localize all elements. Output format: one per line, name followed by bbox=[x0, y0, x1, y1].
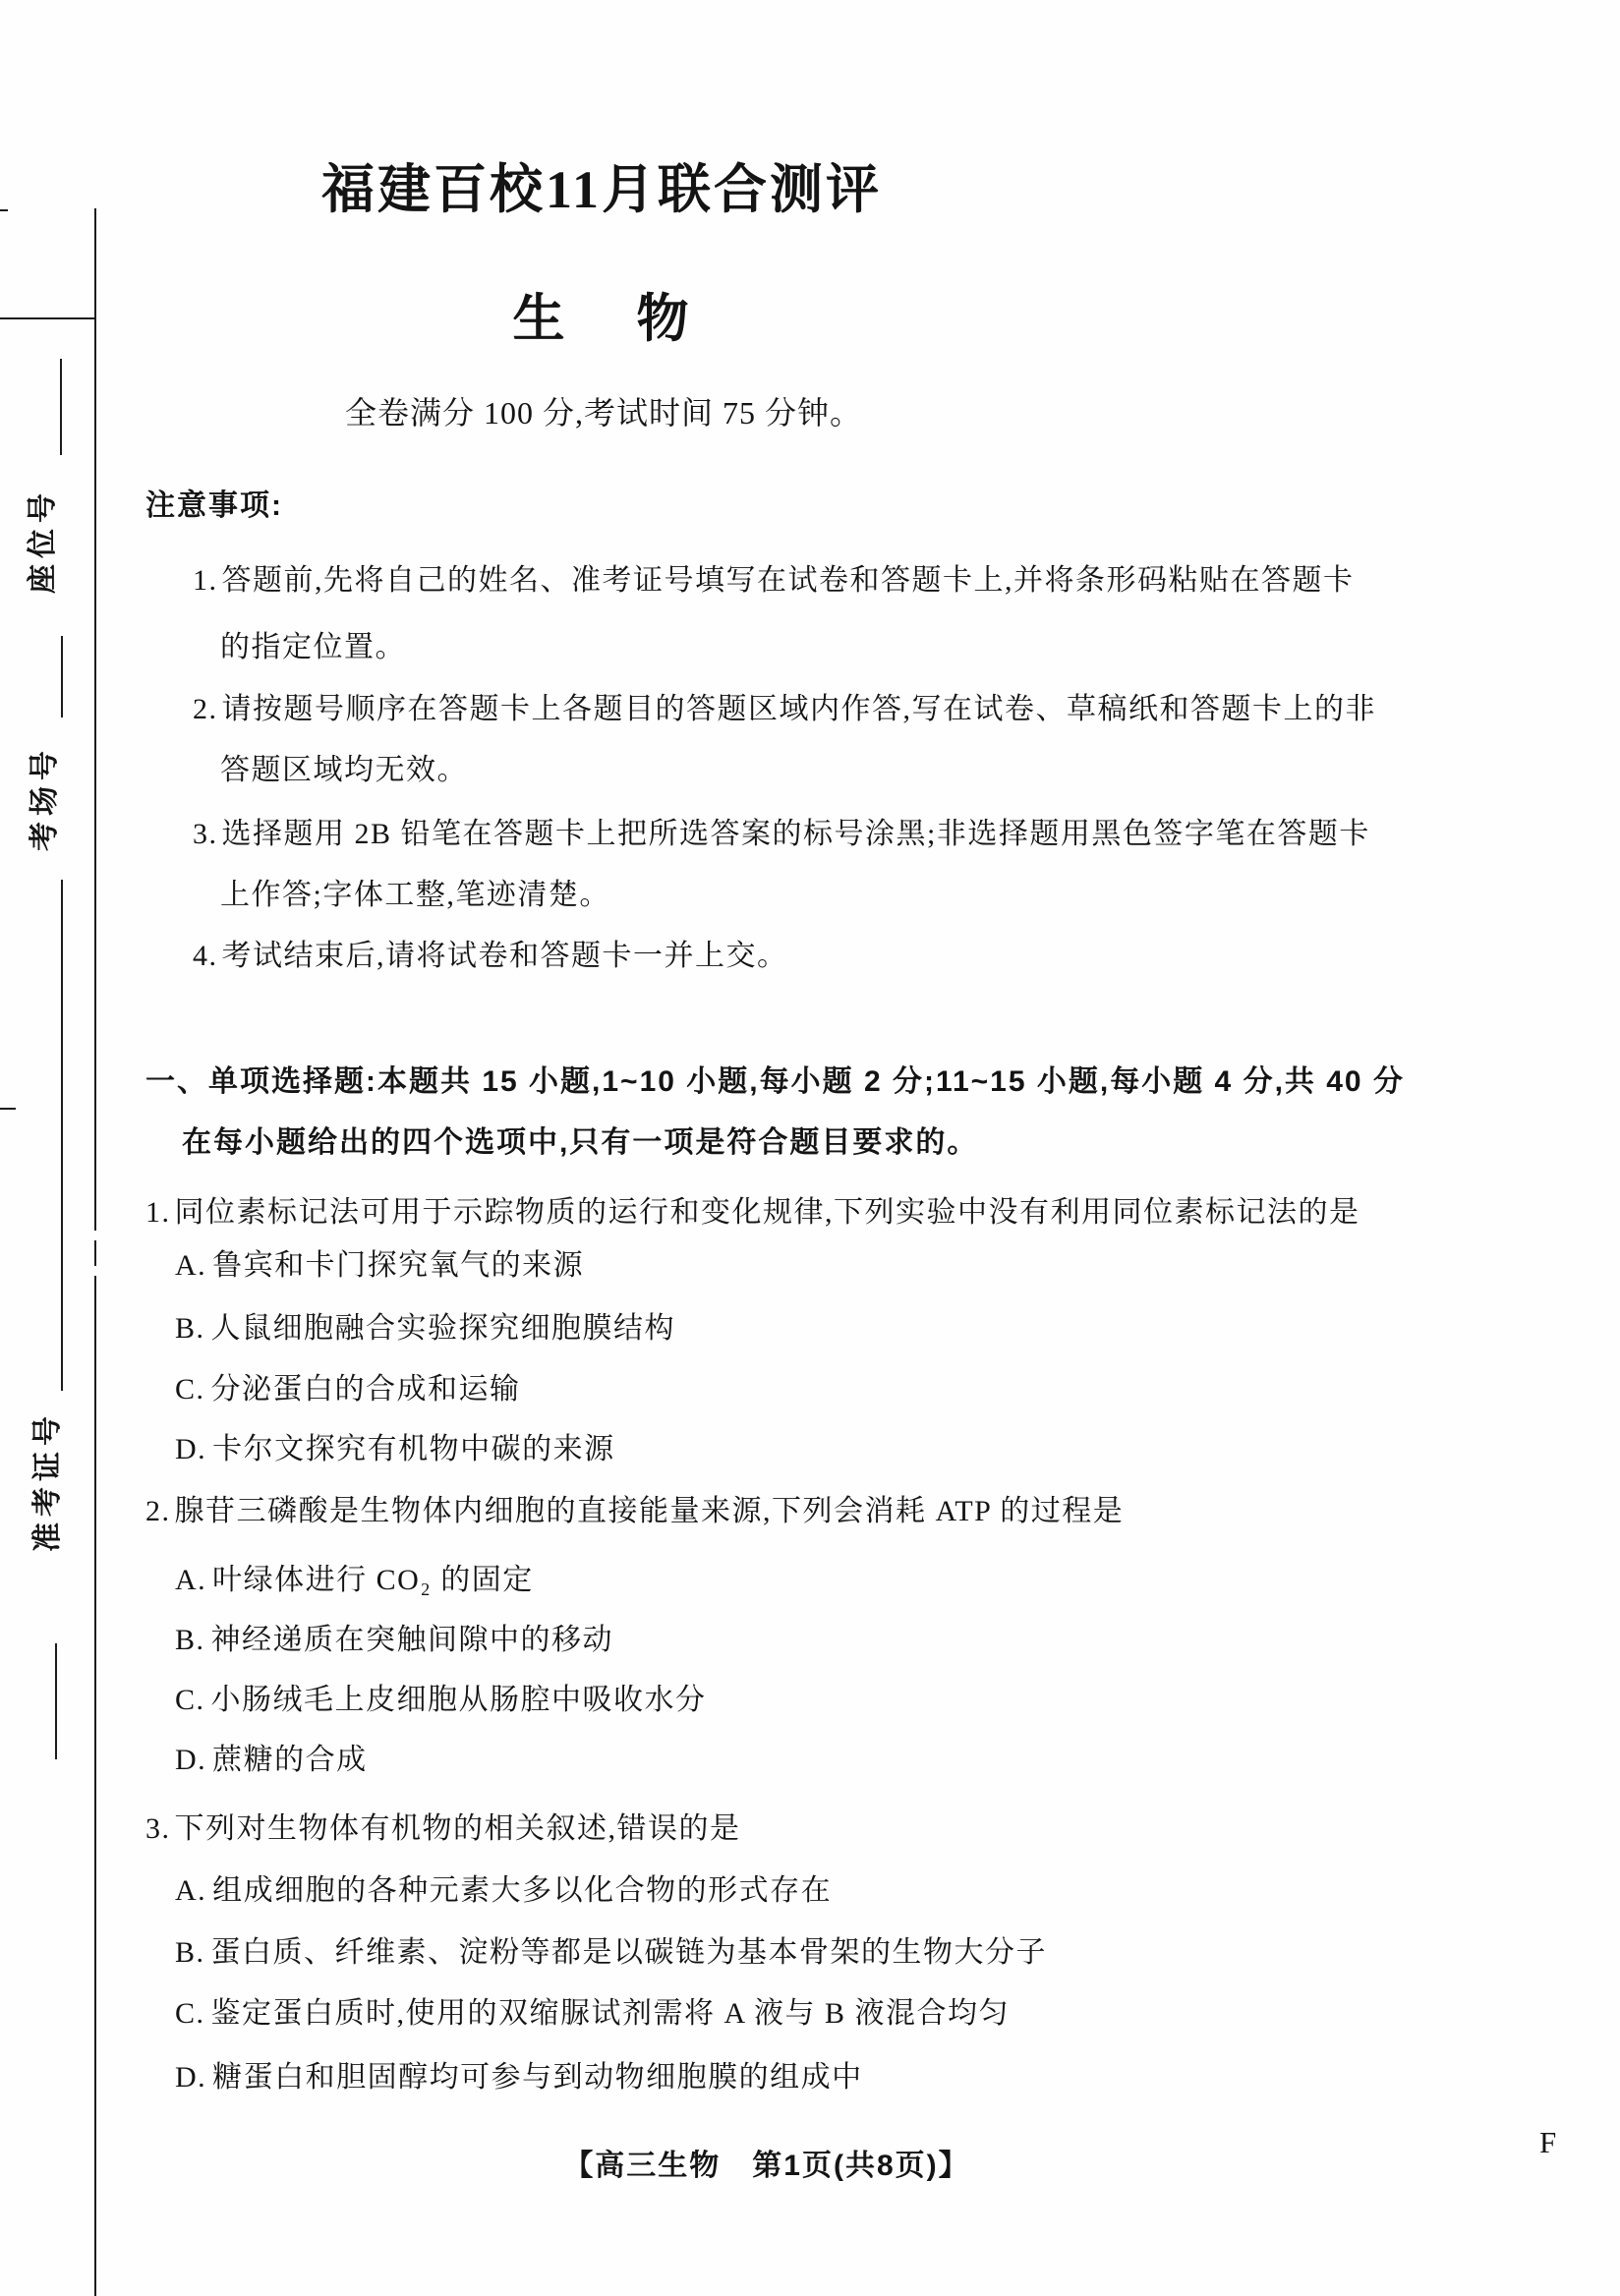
exam-title: 福建百校11月联合测评 bbox=[320, 160, 883, 219]
question-1-option-b bbox=[175, 1311, 675, 1347]
seat-number-label: 座位号 bbox=[27, 488, 59, 594]
option-label: A. bbox=[175, 1874, 207, 1907]
question-2-option-b bbox=[175, 1623, 613, 1658]
option-label: C. bbox=[175, 1997, 205, 2030]
option-text: 叶绿体进行 CO₂ 的固定 bbox=[212, 1564, 534, 1596]
sidebar-mid-tick bbox=[0, 1108, 16, 1110]
note-number: 2. bbox=[193, 693, 218, 725]
section-one-heading-line-1: 一、单项选择题:本题共 15 小题,1~10 小题,每小题 2 分;11~15 小题,每小题 4 分,共 40 分 bbox=[145, 1065, 1405, 1098]
option-label: D. bbox=[175, 1744, 207, 1776]
option-label: C. bbox=[175, 1684, 205, 1716]
admission-ticket-label: 准考证号 bbox=[31, 1410, 64, 1552]
question-3-stem bbox=[145, 1811, 741, 1847]
note-item-1-line-2: 的指定位置。 bbox=[220, 631, 406, 663]
option-label: B. bbox=[175, 1624, 205, 1656]
question-1-option-a bbox=[175, 1248, 584, 1284]
question-text: 腺苷三磷酸是生物体内细胞的直接能量来源,下列会消耗 ATP 的过程是 bbox=[174, 1495, 1125, 1527]
option-label: D. bbox=[175, 2061, 207, 2094]
question-number: 2. bbox=[145, 1495, 171, 1527]
question-2-option-c bbox=[175, 1683, 707, 1718]
option-label: A. bbox=[175, 1249, 207, 1282]
option-text: 卡尔文探究有机物中碳的来源 bbox=[212, 1433, 615, 1465]
notes-heading: 注意事项: bbox=[145, 489, 283, 522]
option-text: 蛋白质、纤维素、淀粉等都是以碳链为基本骨架的生物大分子 bbox=[210, 1936, 1048, 1969]
option-text: 蔗糖的合成 bbox=[212, 1744, 368, 1776]
page-border-line bbox=[94, 208, 96, 2296]
note-number: 1. bbox=[193, 564, 218, 597]
option-label: D. bbox=[175, 1433, 207, 1465]
question-1-option-d bbox=[175, 1432, 615, 1467]
note-text: 答题前,先将自己的姓名、准考证号填写在试卷和答题卡上,并将条形码粘贴在答题卡 bbox=[221, 564, 1355, 597]
option-text: 小肠绒毛上皮细胞从肠腔中吸收水分 bbox=[210, 1684, 707, 1716]
answer-blank-line bbox=[61, 880, 63, 1391]
question-number: 1. bbox=[145, 1196, 171, 1229]
page-footer: 【高三生物 第1页(共8页)】 bbox=[563, 2150, 970, 2182]
version-marker: F bbox=[1539, 2125, 1557, 2159]
question-1-option-c bbox=[175, 1372, 521, 1407]
question-number: 3. bbox=[145, 1812, 171, 1845]
question-3-option-b bbox=[175, 1935, 1047, 1971]
option-text: 组成细胞的各种元素大多以化合物的形式存在 bbox=[212, 1874, 833, 1907]
subject-title-row bbox=[0, 277, 1211, 352]
exam-title-row bbox=[0, 147, 1203, 223]
exam-room-label: 考场号 bbox=[29, 745, 61, 851]
note-number: 4. bbox=[193, 940, 218, 972]
note-text: 考试结束后,请将试卷和答题卡一并上交。 bbox=[221, 940, 788, 972]
question-2-option-d bbox=[175, 1743, 368, 1778]
option-label: A. bbox=[175, 1564, 207, 1596]
page-border-gap bbox=[93, 1266, 97, 1276]
option-text: 分泌蛋白的合成和运输 bbox=[210, 1373, 521, 1406]
note-item-2-line-2: 答题区域均无效。 bbox=[220, 754, 468, 786]
section-one-heading-line-2: 在每小题给出的四个选项中,只有一项是符合题目要求的。 bbox=[182, 1126, 979, 1159]
note-item-2-line-1 bbox=[193, 692, 1376, 727]
note-item-1-line-1 bbox=[193, 563, 1355, 599]
note-text: 请按题号顺序在答题卡上各题目的答题区域内作答,写在试卷、草稿纸和答题卡上的非 bbox=[221, 693, 1376, 725]
option-label: B. bbox=[175, 1936, 205, 1969]
question-3-option-d bbox=[175, 2060, 863, 2095]
option-text: 糖蛋白和胆固醇均可参与到动物细胞膜的组成中 bbox=[212, 2061, 863, 2094]
option-text: 鉴定蛋白质时,使用的双缩脲试剂需将 A 液与 B 液混合均匀 bbox=[210, 1997, 1011, 2030]
subject-title: 生 物 bbox=[512, 291, 699, 348]
question-3-option-a bbox=[175, 1873, 832, 1909]
question-2-stem bbox=[145, 1494, 1124, 1529]
note-item-4-line-1 bbox=[193, 939, 788, 974]
answer-blank-line bbox=[61, 636, 63, 718]
note-number: 3. bbox=[193, 818, 218, 850]
exam-info: 全卷满分 100 分,考试时间 75 分钟。 bbox=[344, 395, 862, 430]
question-3-option-c bbox=[175, 1996, 1010, 2032]
note-item-3-line-2: 上作答;字体工整,笔迹清楚。 bbox=[220, 879, 610, 911]
option-text: 人鼠细胞融合实验探究细胞膜结构 bbox=[210, 1312, 676, 1345]
option-text: 鲁宾和卡门探究氧气的来源 bbox=[212, 1249, 585, 1282]
question-2-option-a bbox=[175, 1563, 534, 1598]
option-label: C. bbox=[175, 1373, 205, 1406]
footer-row bbox=[0, 2141, 1533, 2184]
note-item-3-line-1 bbox=[193, 817, 1370, 852]
question-1-stem bbox=[145, 1195, 1360, 1231]
question-text: 下列对生物体有机物的相关叙述,错误的是 bbox=[174, 1812, 741, 1845]
exam-info-row bbox=[0, 388, 1207, 433]
note-text: 选择题用 2B 铅笔在答题卡上把所选答案的标号涂黑;非选择题用黑色签字笔在答题卡 bbox=[221, 818, 1370, 850]
answer-blank-line bbox=[55, 1643, 57, 1759]
option-text: 神经递质在突触间隙中的移动 bbox=[210, 1624, 614, 1656]
question-text: 同位素标记法可用于示踪物质的运行和变化规律,下列实验中没有利用同位素标记法的是 bbox=[174, 1196, 1360, 1229]
page-border-gap bbox=[93, 1231, 97, 1240]
option-label: B. bbox=[175, 1312, 205, 1345]
